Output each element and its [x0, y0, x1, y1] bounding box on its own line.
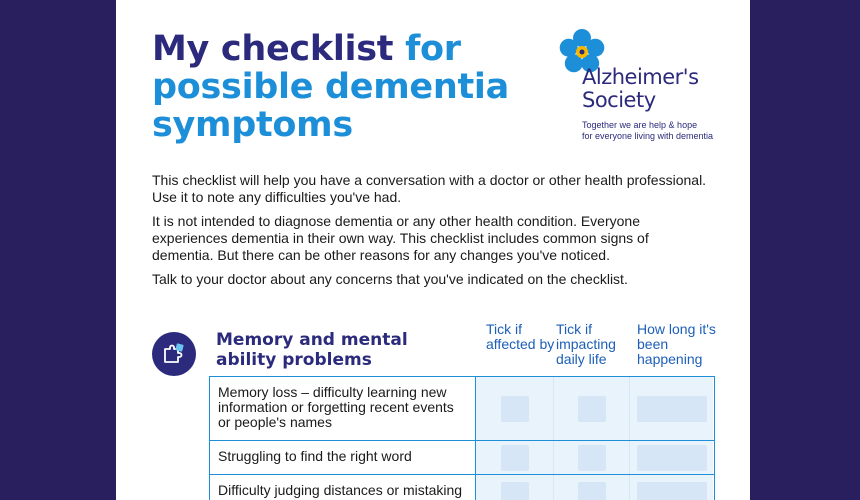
- table-row: [210, 475, 714, 500]
- tick-box[interactable]: [578, 396, 606, 422]
- intro-text: [152, 172, 712, 295]
- table-row: [210, 377, 714, 441]
- tick-box[interactable]: [501, 445, 529, 471]
- logo-name-line2: Society: [582, 88, 656, 112]
- page-title: [152, 30, 552, 144]
- daily-life-cell[interactable]: [554, 377, 630, 440]
- column-header-daily-life: Tick if impacting daily life: [556, 321, 616, 367]
- title-blue-2: possible dementia symptoms: [152, 67, 509, 145]
- symptom-description: Memory loss – difficulty learning new information or forgetting recent events or people's names: [210, 377, 476, 440]
- title-blue-1: for: [405, 29, 461, 69]
- duration-field[interactable]: [637, 482, 707, 500]
- alzheimers-society-logo: [558, 28, 738, 148]
- intro-paragraph: Talk to your doctor about any concerns that you've indicated on the checklist.: [152, 271, 628, 287]
- daily-life-cell[interactable]: [554, 475, 630, 500]
- duration-cell[interactable]: [630, 377, 713, 440]
- intro-paragraph: It is not intended to diagnose dementia or any other health condition. Everyone experiences dementia in their own way. This checklist includes common signs of dementia. But there can be other reasons for any changes you've noticed.: [152, 213, 649, 263]
- duration-cell[interactable]: [630, 475, 713, 500]
- column-header-affected: Tick if affected by: [486, 321, 555, 352]
- affected-cell[interactable]: [476, 475, 554, 500]
- checklist-table: [209, 376, 715, 500]
- logo-wordmark: [582, 66, 699, 112]
- title-dark: My checklist: [152, 29, 394, 69]
- logo-tagline-line1: Together we are help & hope: [582, 120, 698, 130]
- affected-cell[interactable]: [476, 441, 554, 474]
- logo-name-line1: Alzheimer's: [582, 65, 699, 89]
- tick-box[interactable]: [578, 445, 606, 471]
- symptom-description: Struggling to find the right word: [210, 441, 476, 474]
- duration-field[interactable]: [637, 445, 707, 471]
- tick-box[interactable]: [578, 482, 606, 500]
- tick-box[interactable]: [501, 482, 529, 500]
- table-row: [210, 441, 714, 475]
- column-header-duration: How long it's been happening: [637, 321, 716, 367]
- intro-paragraph: This checklist will help you have a conversation with a doctor or other health professional. Use it to note any difficulties you've had.: [152, 172, 707, 205]
- duration-cell[interactable]: [630, 441, 713, 474]
- section-title: Memory and mental ability problems: [216, 330, 408, 370]
- duration-field[interactable]: [637, 396, 707, 422]
- symptom-description: Difficulty judging distances or mistaking: [210, 475, 476, 500]
- puzzle-icon: [152, 332, 196, 376]
- affected-cell[interactable]: [476, 377, 554, 440]
- document-page: [116, 0, 750, 500]
- logo-tagline-line2: for everyone living with dementia: [582, 131, 714, 141]
- daily-life-cell[interactable]: [554, 441, 630, 474]
- tick-box[interactable]: [501, 396, 529, 422]
- logo-tagline: [582, 120, 742, 142]
